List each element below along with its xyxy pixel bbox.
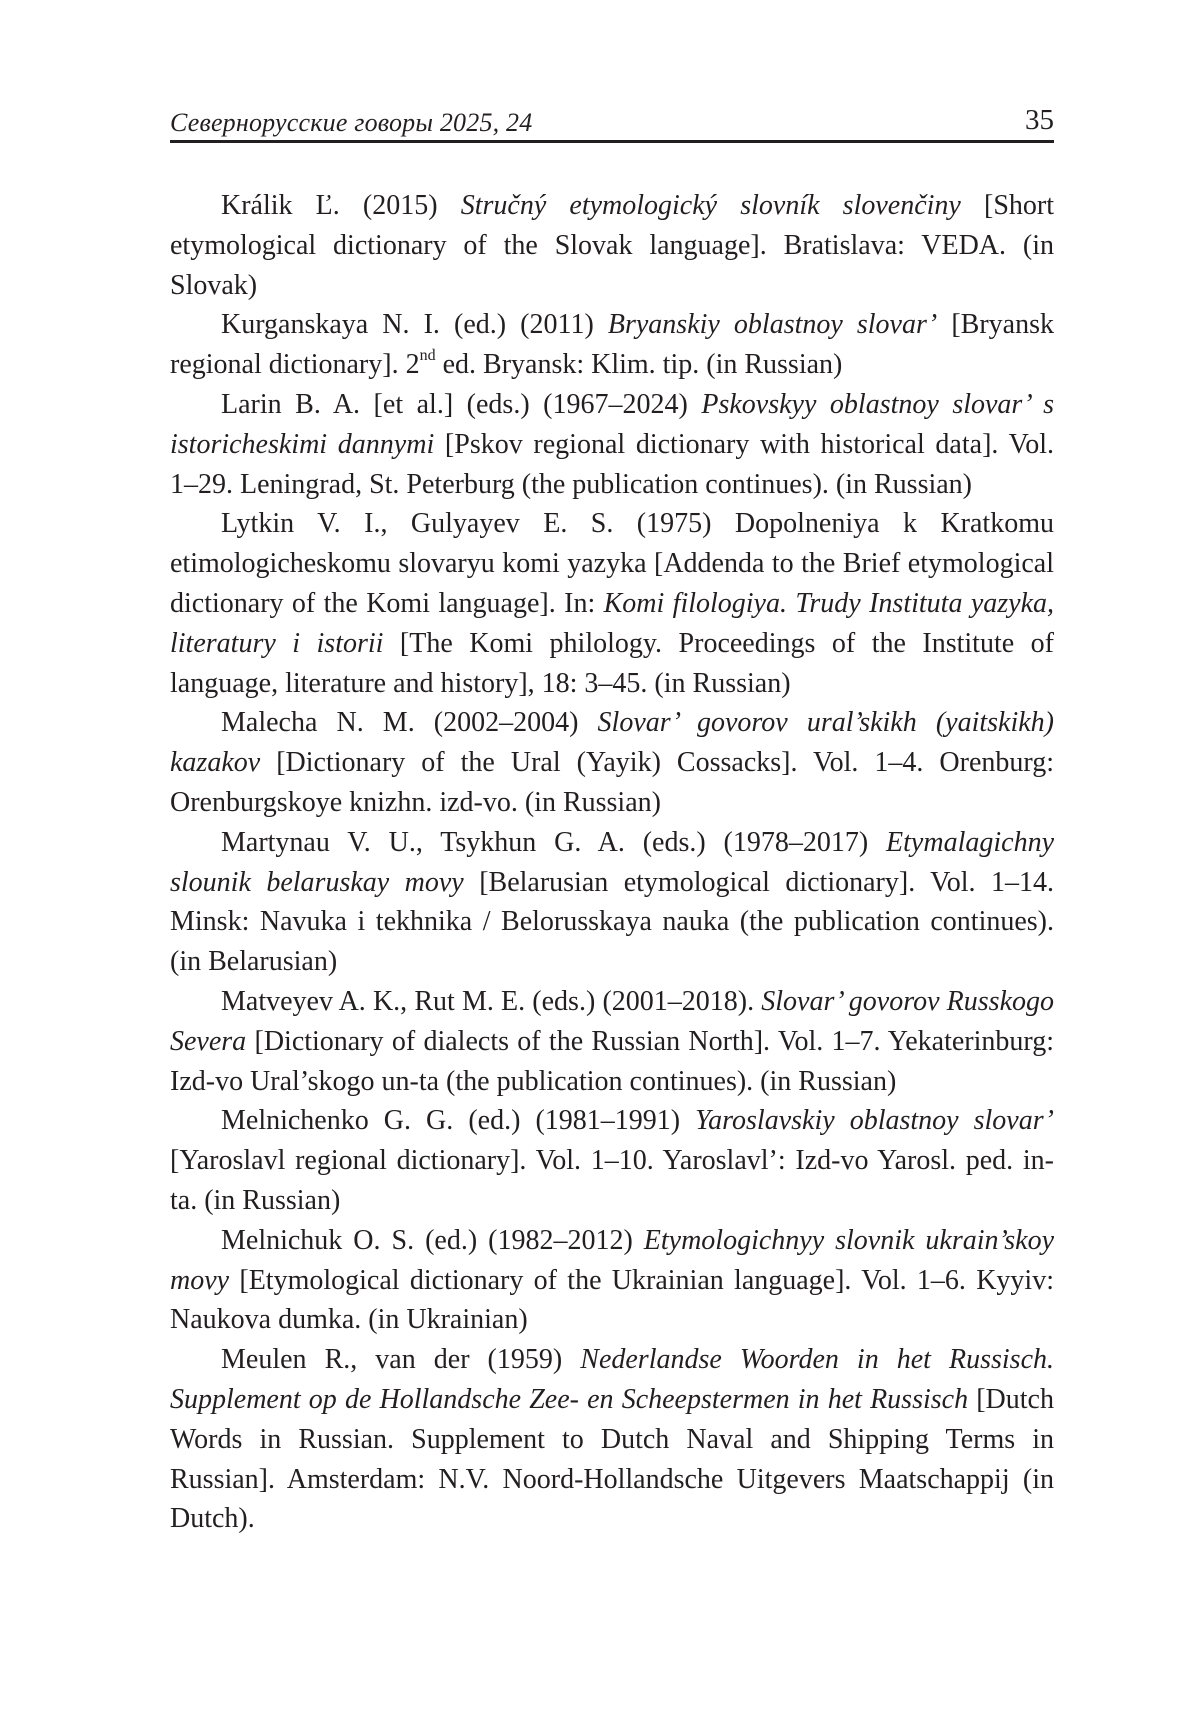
reference-list [170,186,1054,1539]
reference-item [170,385,1054,504]
reference-authors: Kurganskaya N. I. (ed.) (2011) [221,309,608,341]
reference-item [170,1340,1054,1539]
reference-authors: Martynau V. U., Tsykhun G. A. (eds.) (1978–2017) [221,826,887,858]
reference-item [170,1101,1054,1220]
reference-authors: Melnichuk O. S. (ed.) (1982–2012) [221,1224,644,1256]
reference-details: [Bryansk regional dictionary]. 2 [170,309,1054,381]
reference-authors: Lytkin V. I., Gulyayev E. S. (1975) Dopolneniya k Kratkomu etimologicheskomu slovaryu komi yazyka [Addenda to the Brief etymological dictionary of the Komi language]. In: [170,508,1054,619]
reference-details: [Dictionary of dialects of the Russian North]. Vol. 1–7. Yekaterinburg: Izd-vo Ural’skogo un-ta (the publication continues). (in Russian) [170,1025,1054,1097]
reference-details: [Dictionary of the Ural (Yayik) Cossacks]. Vol. 1–4. Orenburg: Orenburgskoye knizhn. izd-vo. (in Russian) [170,747,1054,818]
reference-item [170,1221,1054,1340]
reference-title: Nederlandse Woorden in het Russisch. Supplement op de Hollandsche Zee- en Scheepstermen in het Russisch [170,1344,1054,1415]
reference-details: [Short etymological dictionary of the Slovak language]. Bratislava: VEDA. (in Slovak) [170,190,1054,301]
reference-item [170,186,1054,305]
reference-title: Komi filologiya. Trudy Instituta yazyka, literatury i istorii [170,587,1054,659]
reference-details: [Etymological dictionary of the Ukrainian language]. Vol. 1–6. Kyyiv: Naukova dumka. (in Ukrainian) [170,1264,1054,1336]
reference-title: Slovar’ govorov ural’skikh (yaitskikh) kazakov [170,707,1054,779]
reference-title: Stručný etymologický slovník slovenčiny [460,190,961,221]
reference-title: Slovar’ govorov Russkogo Severa [170,985,1054,1057]
reference-details: [Yaroslavl regional dictionary]. Vol. 1–10. Yaroslavl’: Izd-vo Yarosl. ped. in-ta. (in Russian) [170,1145,1054,1216]
journal-title: Севернорусские говоры 2025, 24 [170,108,533,137]
reference-details: [Pskov regional dictionary with historical data]. Vol. 1–29. Leningrad, St. Peterburg (the publication continues). (in Russian) [170,428,1054,500]
page-number: 35 [1025,104,1054,136]
reference-item [170,823,1054,982]
reference-authors: Larin B. A. [et al.] (eds.) (1967–2024) [221,388,702,420]
reference-item [170,982,1054,1101]
reference-authors: Melnichenko G. G. (ed.) (1981–1991) [221,1105,696,1137]
reference-title: Etymalagichny slounik belaruskay movy [170,826,1054,898]
reference-title: Yaroslavskiy oblastnoy slovar’ [695,1105,1054,1137]
running-header [170,100,1054,143]
reference-authors: Matveyev A. K., Rut M. E. (eds.) (2001–2018). [221,985,762,1017]
reference-title: Bryanskiy oblastnoy slovar’ [607,309,938,341]
reference-item [170,703,1054,822]
edition-superscript: nd [419,346,436,364]
reference-details: [Dutch Words in Russian. Supplement to Dutch Naval and Shipping Terms in Russian]. Amsterdam: N.V. Noord-Hollandsche Uitgevers Maatschappij (in Dutch). [170,1383,1054,1535]
reference-details: [Belarusian etymological dictionary]. Vol. 1–14. Minsk: Navuka i tekhnika / Belorusskaya nauka (the publication continues). (in Belarusian) [170,866,1054,978]
reference-item [170,504,1054,703]
reference-item [170,305,1054,385]
reference-title: Etymologichnyy slovnik ukrain’skoy movy [170,1224,1054,1296]
reference-details: ed. Bryansk: Klim. tip. (in Russian) [435,349,843,381]
reference-details: [The Komi philology. Proceedings of the Institute of language, literature and history], 18: 3–45. (in Russian) [170,627,1054,699]
reference-authors: Malecha N. M. (2002–2004) [221,707,598,739]
reference-authors: Meulen R., van der (1959) [221,1344,581,1376]
reference-title: Pskovskyy oblastnoy slovar’ s istoricheskimi dannymi [170,388,1055,460]
reference-authors: Králik Ľ. (2015) [221,190,461,221]
